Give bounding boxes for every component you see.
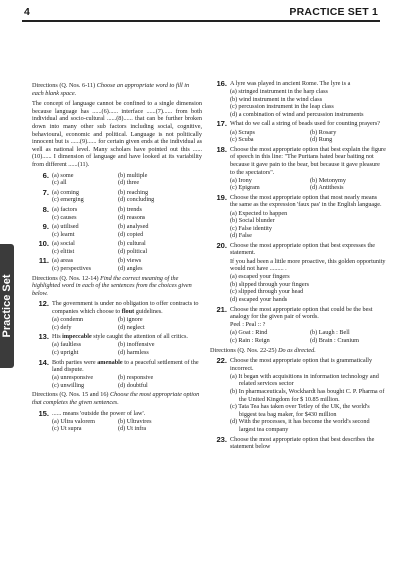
option-b[interactable]: (b) views [118,257,142,265]
option-c[interactable]: (c) Tata Tea has taken over Tetley of the UK, the world's biggest tea bag maker, for $430 million [230,403,370,418]
option-b[interactable]: (b) Ultravires [118,417,152,425]
option-d[interactable]: (d) Rung [310,136,333,144]
option-c[interactable]: (c) upright [52,349,79,356]
options [52,206,180,221]
option-b[interactable]: (b) Rosary [310,128,337,136]
options [230,177,386,192]
option-d[interactable]: (d) angles [118,265,143,273]
option-d[interactable]: (d) political [118,247,148,255]
question-16 [210,80,386,118]
question-text: His impeccable style caught the attention of all critics. [52,333,188,341]
directions-12-14: Directions (Q. Nos. 12-14) Find the correct meaning of the highlighted word in each of the sentences from the choices given below. [32,274,192,297]
question-15 [32,410,202,433]
question-text: Choose the most appropriate option that most nearly means the same as the expression 'faux pas' in the English language. [230,193,382,209]
question-19 [210,194,386,240]
option-d[interactable]: (d) copied [118,230,144,238]
question-21 [210,306,386,345]
option-a[interactable]: (a) factors [52,205,78,213]
question-statement: Peel : Peal :: ? [230,321,266,329]
question-number: 6. [42,170,49,180]
page-number: 4 [24,6,30,18]
question-13 [32,333,202,356]
options [230,273,386,303]
option-c[interactable]: (c) unwilling [52,381,85,389]
option-d[interactable]: (d) False [230,232,252,240]
question-statement: If you had been a little more proactive, this golden opportunity would not have ......... . [230,257,386,273]
options [52,257,180,272]
option-a[interactable]: (a) escaped your fingers [230,273,290,281]
question-text: Choose the most appropriate option that best expresses the statement. [230,241,376,257]
option-a[interactable]: (a) Goat : Rind [230,329,268,337]
option-c[interactable]: (c) perspectives [52,265,91,273]
question-11 [32,257,202,272]
header-rule [22,20,380,22]
question-20 [210,242,386,304]
question-number: 19. [216,192,227,202]
question-number: 20. [216,240,227,250]
option-d[interactable]: (d) Brain : Cranium [310,337,359,344]
option-b[interactable]: (b) ignore [118,316,143,324]
option-d[interactable]: (d) doubtful [118,381,148,389]
question-number: 22. [216,356,227,366]
option-a[interactable]: (a) stringed instrument in the harp class [230,88,328,96]
question-9 [32,223,202,238]
directions-6-11: Directions (Q. Nos. 6-11) Choose an appropriate word to fill in each blank space. [32,82,190,97]
question-number: 11. [38,256,49,266]
options [52,341,180,356]
question-12 [32,300,202,331]
option-d[interactable]: (d) neglect [118,323,145,331]
question-number: 7. [42,187,49,197]
option-b[interactable]: (b) inoffensive [118,341,155,349]
option-c[interactable]: (c) all [52,179,67,187]
side-tab [0,244,14,368]
options [52,172,180,187]
question-number: 14. [38,357,49,367]
option-a[interactable]: (a) Irony [230,176,252,184]
question-number: 15. [38,408,49,418]
question-text: A lyre was played in ancient Rome. The lyre is a [230,80,351,87]
option-b[interactable]: (b) trends [118,205,142,213]
question-number: 9. [42,222,49,232]
option-a[interactable]: (a) utilised [52,223,79,231]
option-c[interactable]: (c) False identity [230,224,272,232]
question-number: 23. [216,434,227,444]
option-c[interactable]: (c) slipped through your head [230,288,304,296]
option-b[interactable]: (b) Social blunder [230,217,275,225]
option-b[interactable]: (b) Metonymy [310,176,346,184]
side-tab-label: Practice Set [1,274,13,338]
option-a[interactable]: (a) Ultra valorem [52,417,95,425]
question-text: Choose the most appropriate option that best explain the figure of speech in this line: "The Puritans hated bear baiting not because it gave pain to the bear, but because it gave pleasure to the spectators". [230,145,386,176]
option-a[interactable]: (a) condemn [52,316,84,324]
question-22 [210,357,386,433]
option-b[interactable]: (b) cultural [118,240,146,248]
option-b[interactable]: (b) reaching [118,188,149,196]
option-a[interactable]: (a) coming [52,188,79,196]
question-10 [32,240,202,255]
question-7 [32,189,202,204]
option-c[interactable]: (c) percussion instrument in the leap class [230,103,334,111]
option-c[interactable]: (c) elitist [52,247,75,255]
question-14 [32,359,202,390]
option-d[interactable]: (d) reasons [118,213,146,221]
question-text: Both parties were amenable to a peaceful settlement of the land dispute. [52,358,199,374]
right-column [210,80,386,453]
options [52,240,180,255]
options [230,373,386,434]
option-c[interactable]: (c) defy [52,323,72,331]
option-d[interactable]: (d) Antithesis [310,184,344,192]
option-a[interactable]: (a) areas [52,257,74,265]
question-number: 10. [38,239,49,249]
directions-15-16: Directions (Q. Nos. 15 and 16) Choose the most appropriate option that completes the given sentences. [32,391,200,407]
question-number: 8. [42,204,49,214]
option-a[interactable]: (a) faultless [52,341,82,349]
options [52,223,180,238]
options [230,210,386,240]
option-c[interactable]: (c) Epigram [230,184,260,192]
option-d[interactable]: (d) concluding [118,196,155,204]
option-a[interactable]: (a) social [52,240,75,248]
question-8 [32,206,202,221]
options [52,316,180,331]
options [52,189,180,204]
option-b[interactable]: (b) Laugh : Bell [310,329,350,337]
question-text: The government is under no obligation to offer contracts to companies which choose to flout guidelines. [52,300,199,316]
question-text: Choose the most appropriate option that could be the best analogy for the given pair of words. [230,305,373,321]
option-b[interactable]: (b) responsive [118,374,154,382]
question-number: 21. [216,304,227,314]
option-b[interactable]: (b) slipped through your fingers [230,280,310,288]
question-text: What do we call a string of beads used for counting prayers? [230,120,380,128]
option-d[interactable]: (d) Ut infra [118,425,147,433]
option-b[interactable]: (b) multiple [118,171,148,179]
option-a[interactable]: (a) some [52,171,74,179]
options [52,418,180,433]
left-column [32,80,202,435]
passage: The concept of language cannot be confined to a single dimension because language has ......(6)...... interface ......(7)...... from both individual and socio-cultural ......(8)...... that can be further broken down into many other sub factors including social, cognitive, behavioural, economic and political. Language is not politically innocent but is ......(9)...... for certain given ends at the individual as well as national level. Many scholars have pointed out this ......(10)...... I dimension of language and have looked at its variability from different ......(11). [32,100,202,168]
question-number: 18. [216,144,227,154]
option-c[interactable]: (c) emerging [52,196,84,204]
option-d[interactable]: (d) With the processes, it has become the world's second largest tea company [230,418,370,434]
option-d[interactable]: (d) a combination of wind and percussion instruments [230,110,364,118]
option-d[interactable]: (d) harmless [118,349,149,356]
question-6 [32,172,202,187]
options [230,329,386,344]
option-c[interactable]: (c) Ut supra [52,425,82,433]
option-a[interactable]: (a) unresponsive [52,374,94,382]
question-number: 16. [216,79,227,88]
option-a[interactable]: (a) Expected to happen [230,209,288,217]
option-c[interactable]: (c) learnt [52,230,75,238]
question-number: 17. [216,119,227,129]
directions-22-25: Directions (Q. Nos. 22-25) Do as directed. [210,346,316,354]
options [230,129,386,144]
question-23 [210,436,386,451]
option-b[interactable]: (b) analysed [118,223,149,231]
question-17 [210,120,386,143]
question-text: Choose the most appropriate option that is grammatically incorrect. [230,357,373,372]
option-c[interactable]: (c) Rain : Reign [230,337,270,344]
option-a[interactable]: (a) It began with acquisitions in information technology and related services sector [230,372,379,388]
option-c[interactable]: (c) causes [52,213,77,221]
option-d[interactable]: (d) escaped your hands [230,296,288,304]
option-b[interactable]: (b) wind instrument in the wind class [230,95,323,103]
option-a[interactable]: (a) Scraps [230,128,255,136]
question-number: 13. [38,332,49,342]
page-title: PRACTICE SET 1 [289,6,378,18]
options [230,88,386,118]
option-c[interactable]: (c) Scuba [230,136,254,144]
question-text: Choose the most appropriate option that best describes the statement below [230,435,375,451]
options [52,374,180,389]
option-d[interactable]: (d) three [118,179,140,187]
question-text: ...... means 'outside the power of law'. [52,409,146,417]
question-18 [210,146,386,192]
question-number: 12. [38,299,49,309]
option-b[interactable]: (b) In pharmaceuticals, Wockhardt has bought C. P. Pharma of the United Kingdom for $ 10.85 million. [230,388,385,403]
